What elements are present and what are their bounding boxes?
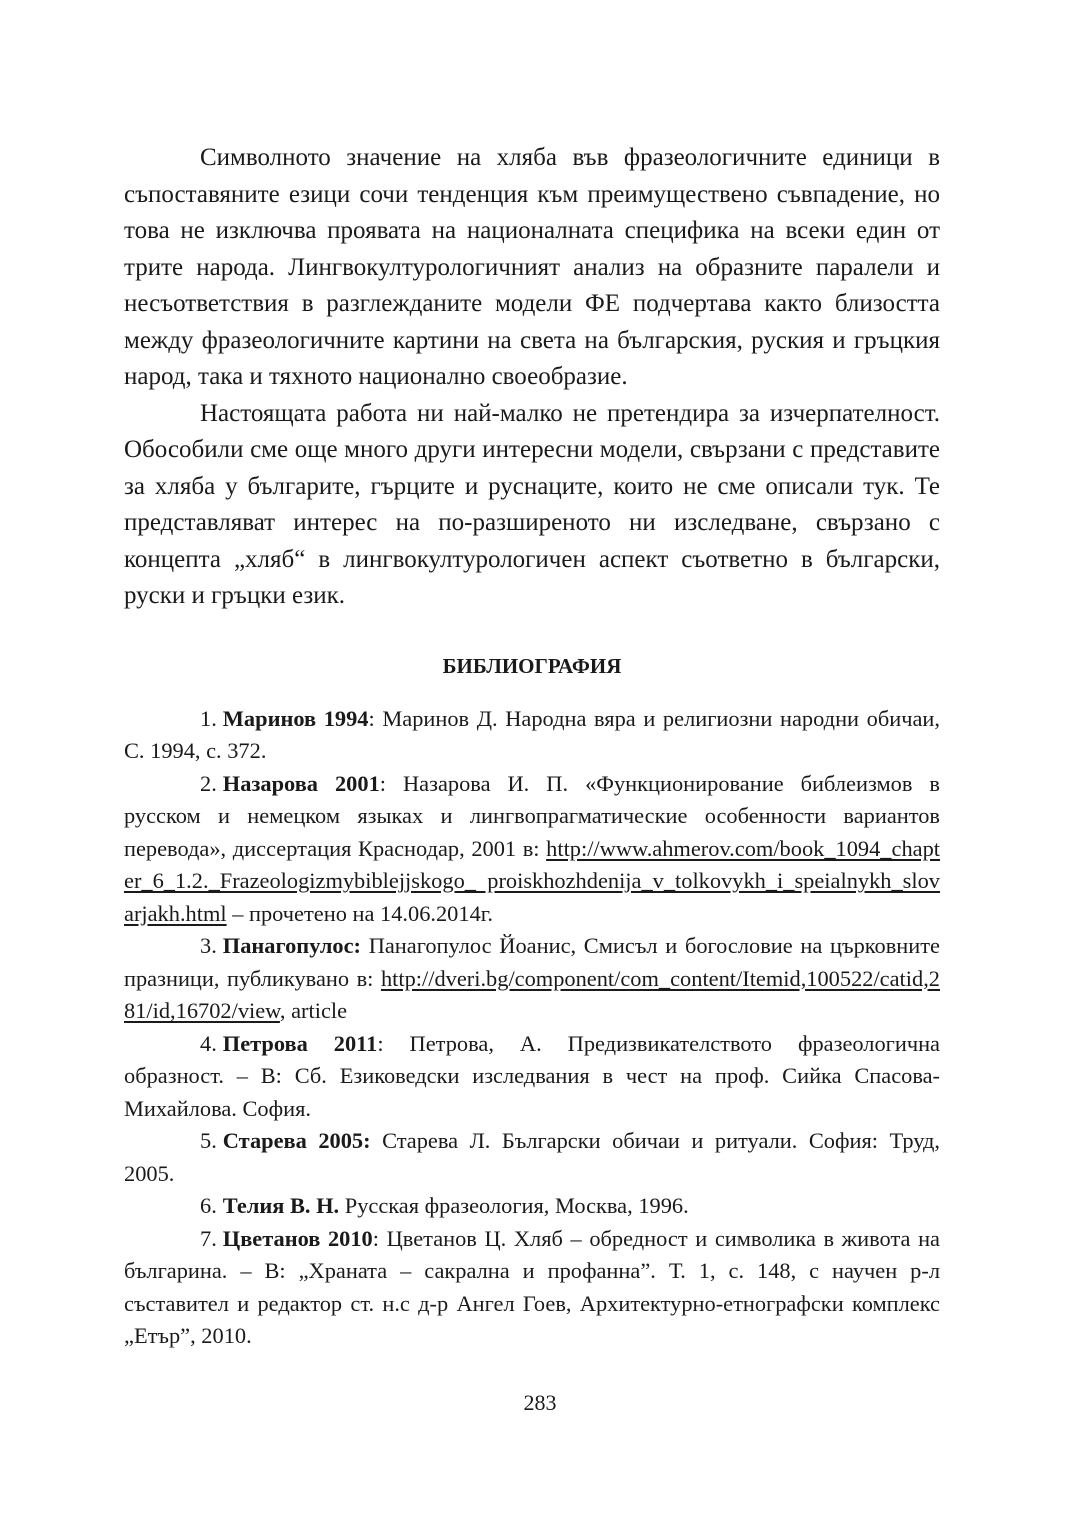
entry-text: Старева Л. Български обичаи и ритуали. София: Труд, 2005.: [124, 1128, 940, 1186]
bibliography-entry-4: [124, 1028, 940, 1126]
entry-number: 2.: [200, 770, 217, 796]
entry-number: 1.: [200, 705, 217, 731]
entry-key: Панагопулос:: [222, 933, 361, 958]
bibliography-list: [124, 703, 940, 1353]
document-page: [124, 140, 940, 1353]
entry-text: : Цветанов Ц. Хляб – обредност и символика в живота на българина. – В: „Храната – сакрална и профанна”. Т. 1, с. 148, с научен р-л съставител и редактор ст. н.с д-р Ангел Гоев, Архитектурно-етнографски комплекс „Етър”, 2010.: [124, 1225, 940, 1348]
entry-number: 3.: [200, 933, 217, 958]
entry-key: Назарова 2001: [222, 770, 380, 796]
entry-text: : Назарова И. П. «Функционирование библеизмов в русском и немецком языках и лингвопрагматические особенности вариантов перевода», диссертация Краснодар, 2001 в:: [124, 770, 940, 861]
entry-link[interactable]: http://dveri.bg/component/com_content/Itemid,100522/catid,281/id,16702/view: [124, 965, 940, 1023]
entry-key: Телия В. Н.: [222, 1193, 340, 1218]
bibliography-entry-7: [124, 1223, 940, 1353]
paragraph-conclusion: Символното значение на хляба във фразеологичните единици в съпоставяните езици сочи тенденция към преимуществено съвпадение, но това не изключва проявата на националната специфика на всеки един от трите народа. Лингвокултурологичният анализ на образните паралели и несъответствия в разглежданите модели ФЕ подчертава както близостта между фразеологичните картини на света на българския, руския и гръцкия народ, така и тяхното национално своеобразие.: [124, 144, 940, 390]
entry-text-after: , article: [279, 998, 348, 1023]
entry-number: 6.: [200, 1193, 217, 1218]
bibliography-entry-6: [124, 1190, 940, 1223]
entry-key: Маринов 1994: [222, 705, 369, 731]
entry-key: Старева 2005:: [222, 1128, 371, 1153]
bibliography-entry-1: [124, 703, 940, 768]
entry-text: : Маринов Д. Народна вяра и религиозни народни обичаи, С. 1994, с. 372.: [124, 705, 940, 763]
paragraph-scope: Настоящата работа ни най-малко не претендира за изчерпателност. Обособили сме още много други интересни модели, свързани с представите за хляба у българите, гърците и руснаците, които не сме описали тук. Те представляват интерес на по-разширеното ни изследване, свързано с концепта „хляб“ в лингвокултурологичен аспект съответно в български, руски и гръцки език.: [124, 399, 940, 609]
entry-key: Цветанов 2010: [222, 1225, 373, 1251]
entry-text: Русская фразеология, Москва, 1996.: [339, 1193, 689, 1218]
entry-text-after: – прочетено на 14.06.2014г.: [226, 900, 494, 926]
entry-link[interactable]: http://www.ahmerov.com/book_1094_chapter_6_1.2._Frazeologizmybiblejjskogo_ proiskhozhdenija_v_tolkovykh_i_speialnykh_slovarjakh.html: [124, 835, 940, 926]
entry-number: 5.: [200, 1128, 217, 1153]
bibliography-heading: БИБЛИОГРАФИЯ: [442, 653, 622, 678]
body-text: [124, 140, 940, 615]
entry-number: 7.: [200, 1225, 217, 1251]
entry-text: : Петрова, А. Предизвикателството фразеологична образност. – В: Сб. Езиковедски изследвания в чест на проф. Сийка Спасова-Михайлова. София.: [124, 1030, 940, 1121]
bibliography-entry-5: [124, 1125, 940, 1190]
entry-key: Петрова 2011: [222, 1030, 378, 1056]
bibliography-entry-3: [124, 930, 940, 1028]
entry-number: 4.: [200, 1030, 217, 1056]
page-number: 283: [523, 1390, 557, 1415]
entry-text: Панагопулос Йоанис, Смисъл и богословие на църковните празници, публикувано в:: [124, 933, 940, 991]
bibliography-entry-2: [124, 768, 940, 931]
